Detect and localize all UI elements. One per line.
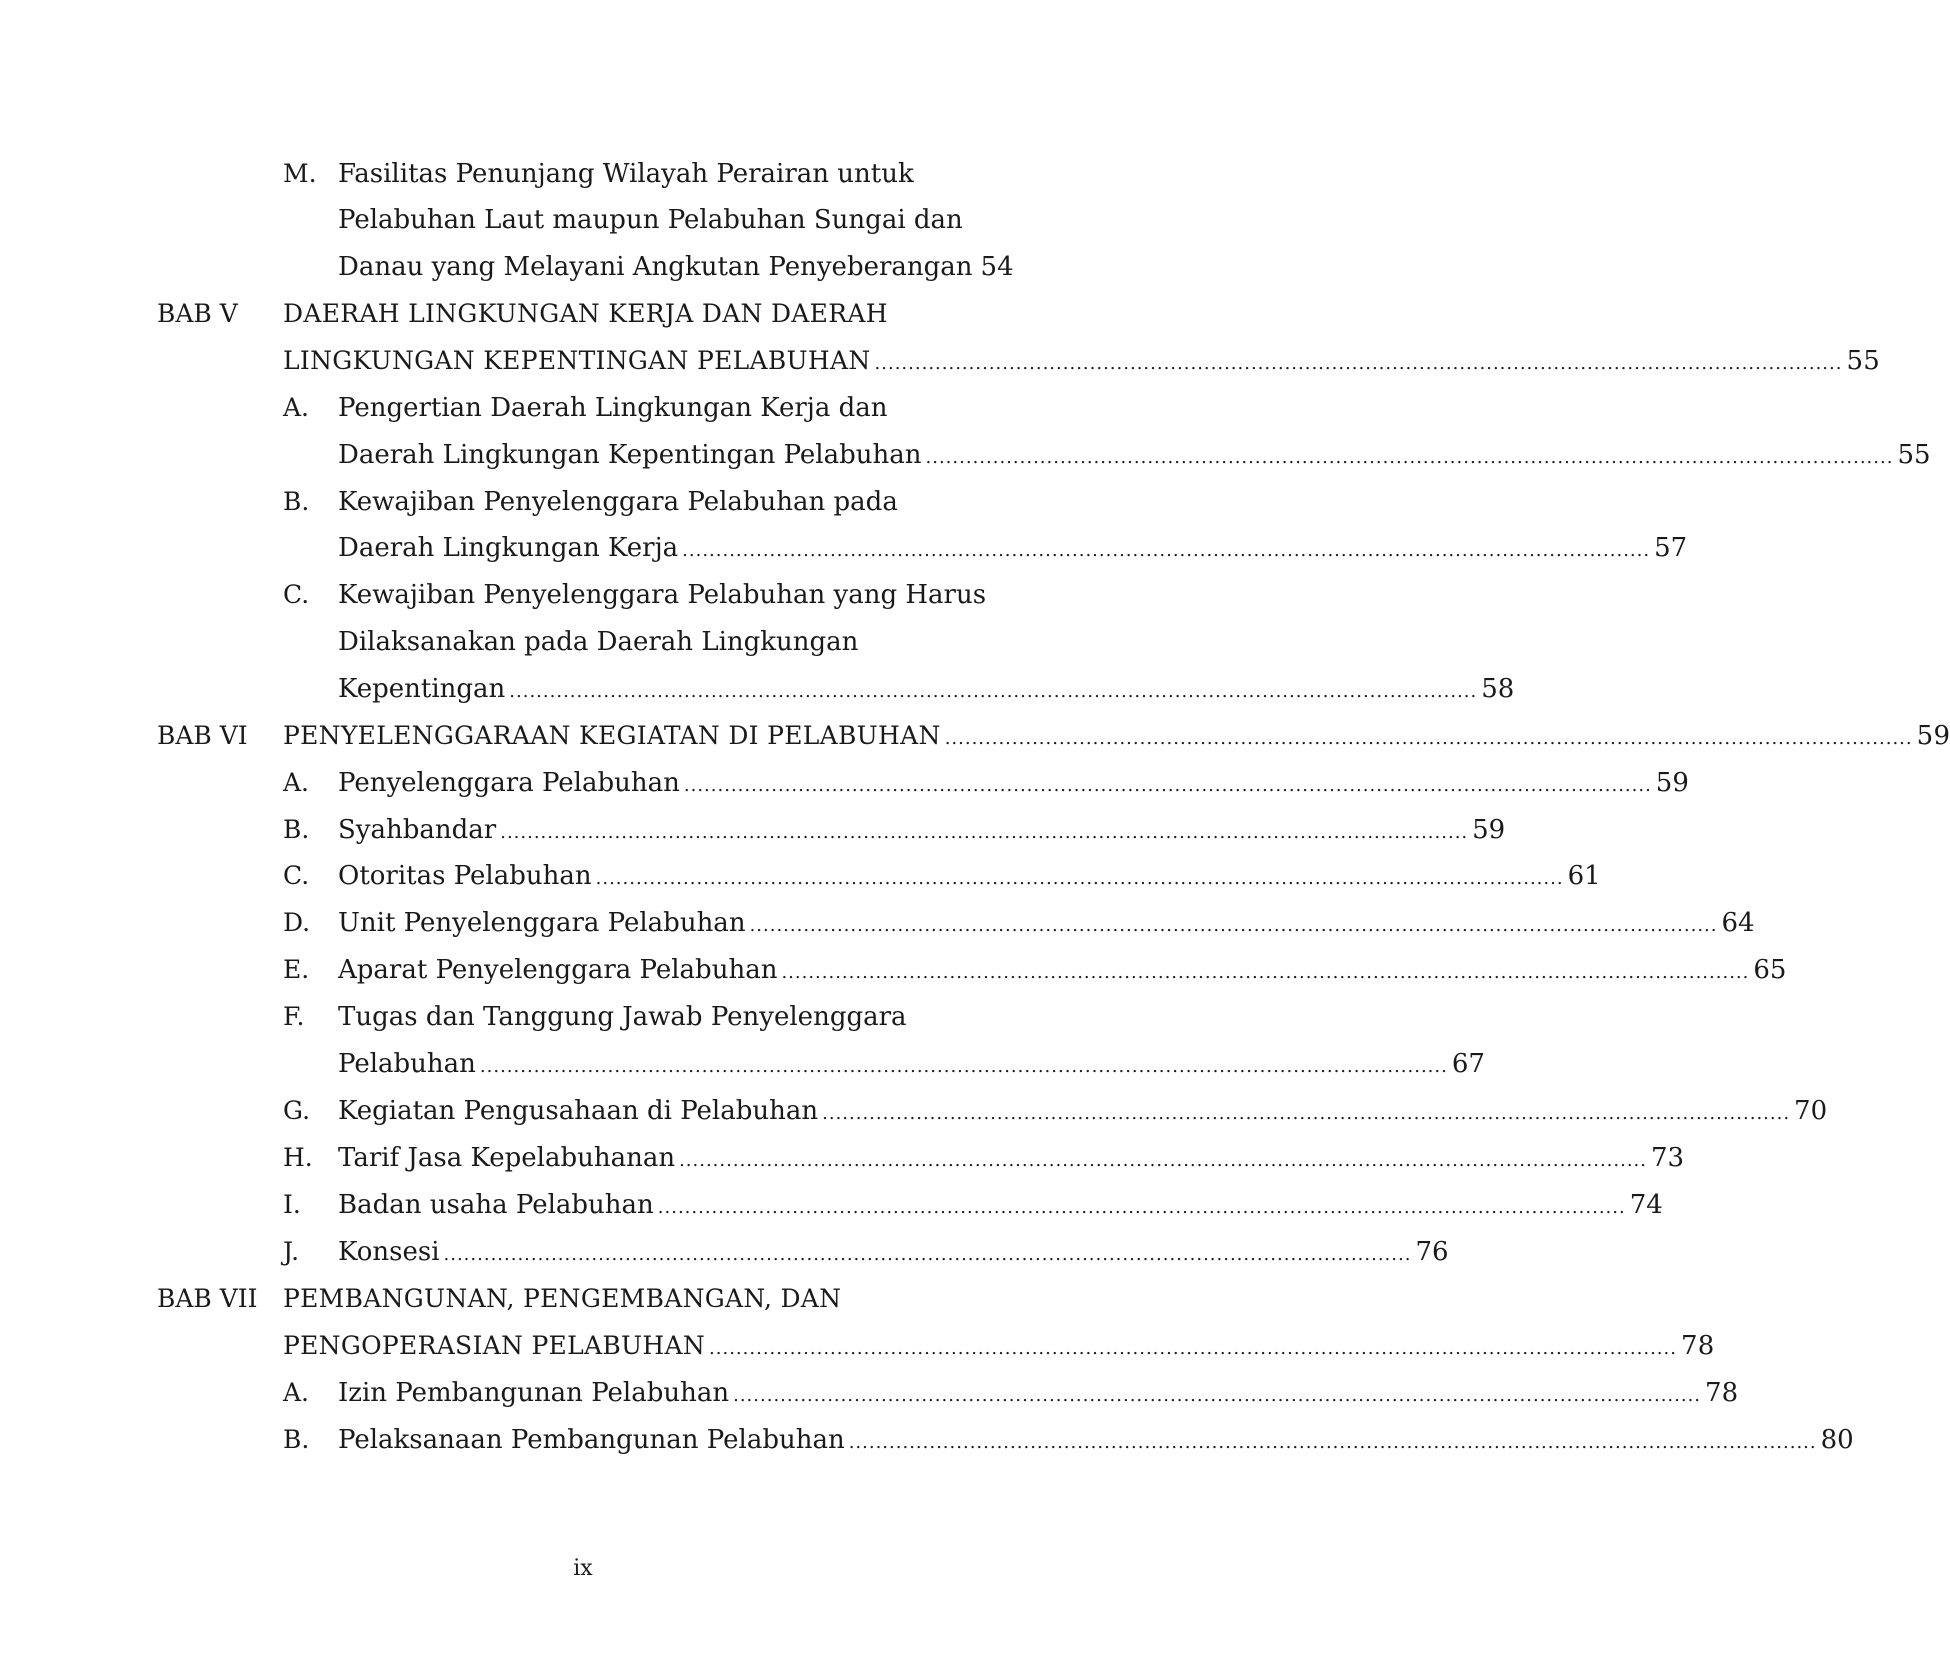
page-number: ix	[573, 1556, 593, 1581]
toc-entry[interactable]	[338, 1370, 1739, 1416]
dot-leader: ................................................................................................................................................	[679, 1150, 1647, 1171]
toc-page-number: 54	[980, 252, 1014, 282]
chapter-title: PENYELENGGARAAN KEGIATAN DI PELABUHAN	[283, 721, 941, 750]
toc-page-number: 59	[1472, 815, 1506, 845]
toc-entry[interactable]	[338, 525, 1688, 571]
toc-entry[interactable]	[338, 1135, 1685, 1181]
toc-page-number: 64	[1721, 908, 1755, 938]
toc-entry[interactable]	[338, 244, 1014, 290]
toc-entry[interactable]	[338, 853, 1601, 899]
toc-page-number: 57	[1654, 533, 1688, 563]
chapter-title: PEMBANGUNAN, PENGEMBANGAN, DAN	[283, 1284, 842, 1313]
toc-page-number: 73	[1651, 1143, 1685, 1173]
dot-leader: ................................................................................................................................................	[733, 1385, 1702, 1406]
dot-leader: ................................................................................................................................................	[657, 1197, 1626, 1218]
toc-item-text: Pengertian Daerah Lingkungan Kerja dan	[338, 393, 888, 423]
toc-entry[interactable]	[338, 432, 1931, 478]
toc-item-text: Daerah Lingkungan Kerja	[338, 533, 679, 563]
toc-item-letter: A.	[283, 768, 310, 797]
dot-leader: ................................................................................................................................................	[682, 540, 1651, 561]
toc-entry[interactable]	[338, 1088, 1828, 1134]
toc-item-text: Unit Penyelenggara Pelabuhan	[338, 908, 746, 938]
toc-item-text: Kewajiban Penyelenggara Pelabuhan pada	[338, 487, 898, 517]
toc-item-letter: B.	[283, 487, 310, 516]
toc-entry[interactable]	[338, 1182, 1663, 1228]
toc-item-letter: C.	[283, 580, 310, 609]
toc-item-text: Pelabuhan Laut maupun Pelabuhan Sungai dan	[338, 205, 963, 235]
toc-page-number: 80	[1820, 1425, 1854, 1455]
toc-item-text: Badan usaha Pelabuhan	[338, 1190, 654, 1220]
dot-leader: ................................................................................................................................................	[874, 353, 1843, 374]
toc-page-number: 55	[1846, 346, 1881, 376]
toc-page-number: 70	[1794, 1096, 1828, 1126]
toc-item-letter: E.	[283, 955, 310, 984]
toc-item-text: Tarif Jasa Kepelabuhanan	[338, 1143, 676, 1173]
toc-item-text: Aparat Penyelenggara Pelabuhan	[338, 955, 778, 985]
toc-page-number: 59	[1655, 768, 1689, 798]
toc-page-number: 59	[1916, 721, 1950, 751]
dot-leader: ................................................................................................................................................	[749, 915, 1718, 936]
toc-entry[interactable]	[338, 1417, 1854, 1463]
toc-item-text: Tugas dan Tanggung Jawab Penyelenggara	[338, 1002, 907, 1032]
toc-item-text: Kewajiban Penyelenggara Pelabuhan yang Harus	[338, 580, 987, 610]
toc-entry[interactable]	[283, 338, 1881, 384]
dot-leader: ................................................................................................................................................	[443, 1244, 1412, 1265]
toc-page-number: 55	[1897, 440, 1931, 470]
chapter-title: PENGOPERASIAN PELABUHAN	[283, 1331, 706, 1360]
dot-leader: ................................................................................................................................................	[848, 1432, 1817, 1453]
toc-entry[interactable]	[338, 760, 1689, 806]
dot-leader: ................................................................................................................................................	[925, 447, 1894, 468]
toc-item-text: Fasilitas Penunjang Wilayah Perairan untuk	[338, 159, 914, 189]
toc-item-text: Pelabuhan	[338, 1049, 476, 1079]
chapter-title: DAERAH LINGKUNGAN KERJA DAN DAERAH	[283, 299, 888, 328]
dot-leader: ................................................................................................................................................	[781, 962, 1750, 983]
toc-item-letter: D.	[283, 908, 311, 937]
toc-item-text: Pelaksanaan Pembangunan Pelabuhan	[338, 1425, 845, 1455]
toc-page-number: 76	[1415, 1237, 1449, 1267]
toc-entry[interactable]	[338, 666, 1515, 712]
toc-page-number: 78	[1680, 1331, 1715, 1361]
toc-item-text: Syahbandar	[338, 815, 497, 845]
chapter-label: BAB V	[157, 299, 238, 328]
toc-item-letter: A.	[283, 1378, 310, 1407]
toc-item-letter: H.	[283, 1143, 313, 1172]
toc-item-text: Izin Pembangunan Pelabuhan	[338, 1378, 730, 1408]
toc-entry[interactable]	[338, 947, 1787, 993]
chapter-label: BAB VI	[157, 721, 248, 750]
toc-page-number: 61	[1567, 861, 1601, 891]
dot-leader: ................................................................................................................................................	[822, 1103, 1791, 1124]
toc-item-letter: M.	[283, 159, 317, 188]
toc-entry[interactable]	[338, 807, 1506, 853]
toc-item-letter: I.	[283, 1190, 301, 1219]
toc-page-number: 67	[1451, 1049, 1485, 1079]
dot-leader: ................................................................................................................................................	[509, 681, 1478, 702]
toc-item-letter: C.	[283, 861, 310, 890]
dot-leader: ................................................................................................................................................	[683, 775, 1652, 796]
toc-entry[interactable]	[338, 1041, 1485, 1087]
toc-item-letter: B.	[283, 815, 310, 844]
toc-item-text: Kegiatan Pengusahaan di Pelabuhan	[338, 1096, 819, 1126]
toc-item-text: Otoritas Pelabuhan	[338, 861, 592, 891]
toc-entry[interactable]	[338, 900, 1755, 946]
toc-item-text: Dilaksanakan pada Daerah Lingkungan	[338, 627, 859, 657]
toc-page-number: 65	[1753, 955, 1787, 985]
dot-leader: ................................................................................................................................................	[479, 1056, 1448, 1077]
dot-leader: ................................................................................................................................................	[709, 1338, 1677, 1359]
dot-leader: ................................................................................................................................................	[500, 822, 1469, 843]
dot-leader: ................................................................................................................................................	[944, 728, 1913, 749]
toc-item-text: Kepentingan	[338, 674, 506, 704]
toc-entry[interactable]	[283, 713, 1950, 759]
toc-page-number: 78	[1705, 1378, 1739, 1408]
toc-page-number: 58	[1481, 674, 1515, 704]
toc-item-letter: J.	[283, 1237, 300, 1266]
toc-page-number: 74	[1629, 1190, 1663, 1220]
toc-item-text: Daerah Lingkungan Kepentingan Pelabuhan	[338, 440, 922, 470]
chapter-title: LINGKUNGAN KEPENTINGAN PELABUHAN	[283, 346, 871, 375]
toc-item-text: Danau yang Melayani Angkutan Penyeberangan	[338, 252, 973, 282]
toc-item-letter: B.	[283, 1425, 310, 1454]
toc-item-letter: F.	[283, 1002, 305, 1031]
toc-item-letter: G.	[283, 1096, 311, 1125]
toc-entry[interactable]	[338, 1229, 1449, 1275]
toc-entry[interactable]	[283, 1323, 1715, 1369]
dot-leader: ................................................................................................................................................	[595, 868, 1564, 889]
toc-item-letter: A.	[283, 393, 310, 422]
chapter-label: BAB VII	[157, 1284, 258, 1313]
toc-item-text: Penyelenggara Pelabuhan	[338, 768, 680, 798]
toc-item-text: Konsesi	[338, 1237, 440, 1267]
